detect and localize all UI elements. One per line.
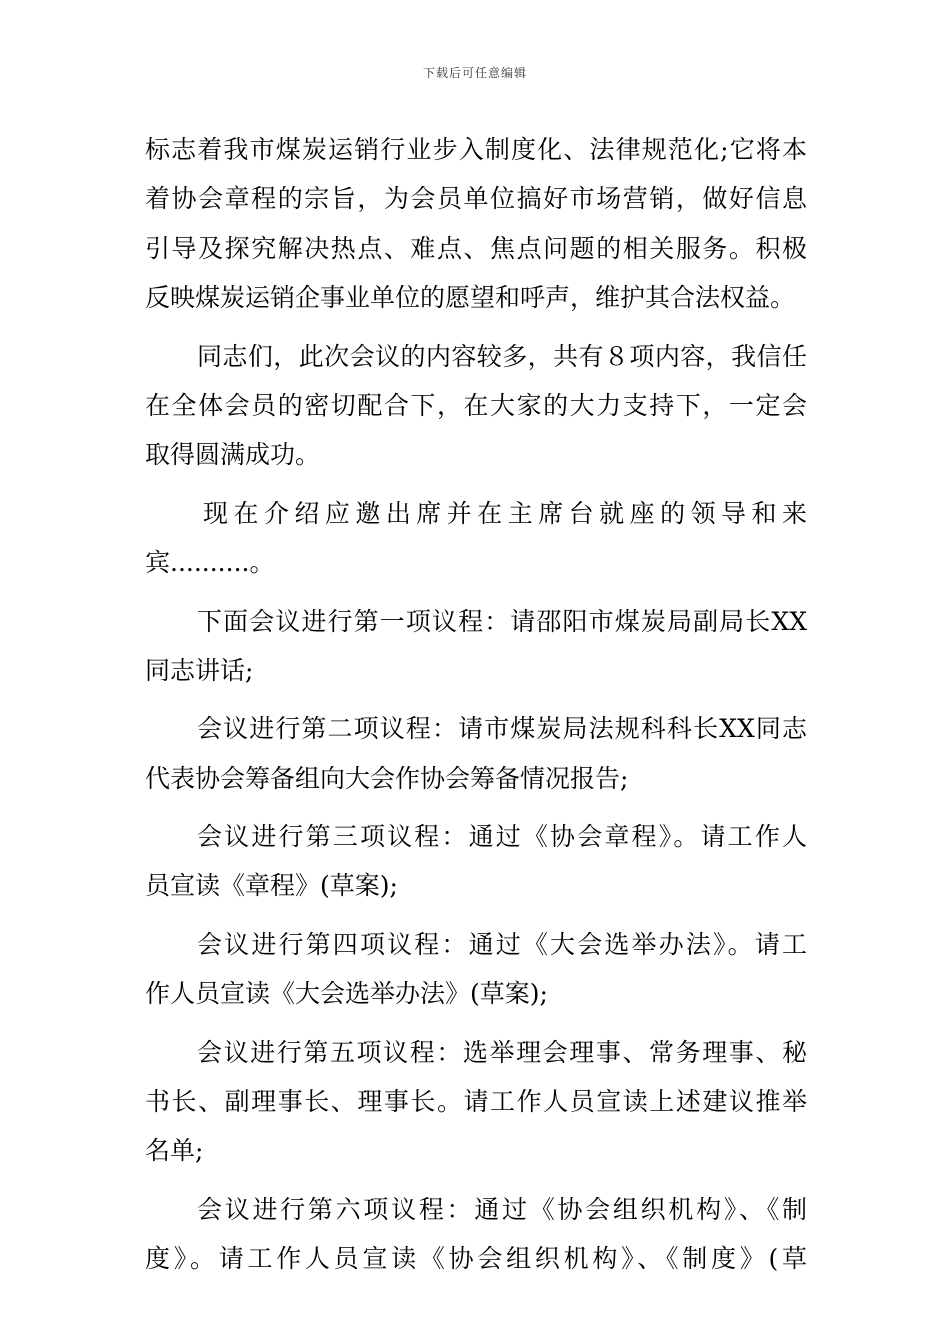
text-line: 标志着我市煤炭运销行业步入制度化、法律规范化;它将本 xyxy=(145,135,807,164)
text-line: 下面会议进行第一项议程：请邵阳市煤炭局副局长XX xyxy=(197,606,807,636)
text-line: 现在介绍应邀出席并在主席台就座的领导和来 xyxy=(203,498,807,528)
text-line: 取得圆满成功。 xyxy=(145,440,321,470)
text-line: 作人员宣读《大会选举办法》(草案); xyxy=(145,979,548,1009)
text-line: 度》。请工作人员宣读《协会组织机构》、《制度》(草 xyxy=(145,1244,807,1274)
text-line: 引导及探究解决热点、难点、焦点问题的相关服务。积极 xyxy=(145,233,807,263)
text-line: 会议进行第六项议程：通过《协会组织机构》、《制 xyxy=(197,1194,807,1224)
text-line: 着协会章程的宗旨，为会员单位搞好市场营销，做好信息 xyxy=(145,184,807,214)
text-line: 名单; xyxy=(145,1136,204,1166)
text-line: 在全体会员的密切配合下，在大家的大力支持下，一定会 xyxy=(145,390,807,420)
text-line: 宾..........。 xyxy=(145,548,275,578)
text-line: 书长、副理事长、理事长。请工作人员宣读上述建议推举 xyxy=(145,1087,807,1117)
text-line: 同志讲话; xyxy=(145,655,254,685)
text-line: 会议进行第二项议程：请市煤炭局法规科科长XX同志 xyxy=(197,714,807,744)
page-header: 下载后可任意编辑 xyxy=(422,66,527,80)
text-line: 会议进行第五项议程：选举理会理事、常务理事、秘 xyxy=(197,1037,807,1067)
text-line: 同志们，此次会议的内容较多，共有８项内容，我信任 xyxy=(197,341,807,371)
text-line: 员宣读《章程》(草案); xyxy=(145,871,398,901)
text-line: 反映煤炭运销企事业单位的愿望和呼声，维护其合法权益。 xyxy=(145,283,796,313)
document-body xyxy=(145,125,807,1284)
text-line: 会议进行第三项议程：通过《协会章程》。请工作人 xyxy=(197,822,807,852)
text-line: 会议进行第四项议程：通过《大会选举办法》。请工 xyxy=(197,929,807,959)
text-line: 代表协会筹备组向大会作协会筹备情况报告; xyxy=(145,763,629,793)
